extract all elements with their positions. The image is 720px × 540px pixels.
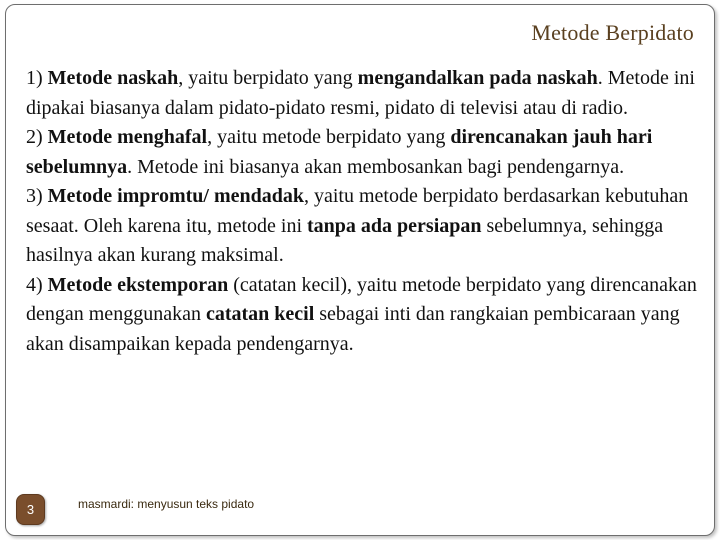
method-item-1 [26,64,708,123]
item-text: sebelumnya, sehingga hasilnya akan kurang maksimal. [26,214,664,266]
method-emphasis: tanpa ada persiapan [307,214,482,237]
method-emphasis: mengandalkan pada naskah [357,67,598,89]
method-term: Metode ekstemporan [47,273,229,296]
method-term: Metode menghafal [47,126,208,148]
slide-footer: masmardi: menyusun teks pidato [78,497,255,511]
item-text: , yaitu metode berpidato berdasarkan kebutuhan sesaat. Oleh karena itu, metode ini [26,185,689,237]
item-prefix: 1) [26,67,48,89]
slide-title: Metode Berpidato [531,20,694,45]
method-emphasis: direncanakan jauh hari sebelumnya [26,126,653,178]
method-emphasis: catatan kecil [205,303,315,325]
item-text: , yaitu metode berpidato yang [207,126,451,148]
item-prefix: 4) [26,273,48,296]
item-text: (catatan kecil), yaitu metode berpidato yang direncanakan dengan menggunakan [26,273,697,325]
slide-content [26,64,708,359]
method-item-3 [26,182,708,271]
method-term: Metode naskah [47,67,179,89]
item-prefix: 2) [26,126,48,148]
method-item-4 [26,271,708,360]
page-number-badge: 3 [16,494,45,525]
item-text: . Metode ini dipakai biasanya dalam pidato-pidato resmi, pidato di televisi atau di radio. [26,67,695,119]
item-text: . Metode ini biasanya akan membosankan bagi pendengarnya. [127,155,625,178]
method-term: Metode impromtu/ mendadak [47,185,304,207]
item-prefix: 3) [26,185,48,207]
method-item-2 [26,123,708,182]
item-text: sebagai inti dan rangkaian pembicaraan yang akan disampaikan kepada pendengarnya. [26,303,680,355]
item-text: , yaitu berpidato yang [178,67,358,89]
